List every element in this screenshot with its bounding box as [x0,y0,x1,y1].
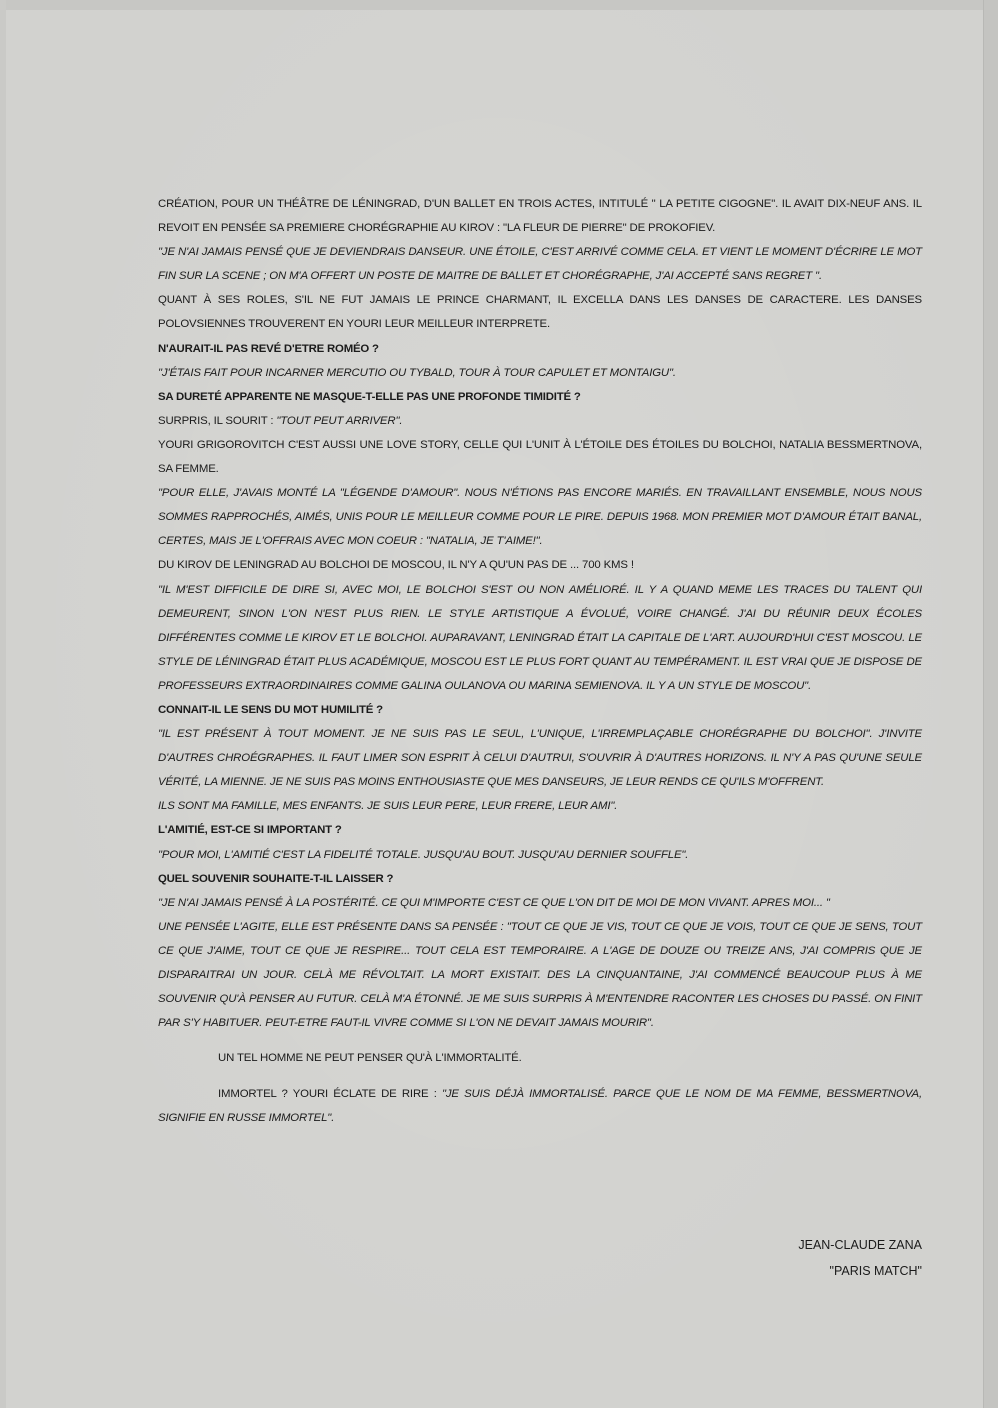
question-friendship: L'AMITIÉ, EST-CE SI IMPORTANT ? [158,824,342,837]
paragraph-immortel-quote: "JE SUIS DÉJÀ IMMORTALISÉ. PARCE QUE LE NOM DE MA FEMME, BESSMERTNOVA, SIGNIFIE EN RUSSE IMMORTEL". [158,1088,922,1125]
paragraph-intro: CRÉATION, POUR UN THÉÂTRE DE LÉNINGRAD, D'UN BALLET EN TROIS ACTES, INTITULÉ " LA PETITE CIGOGNE". IL AVAIT DIX-NEUF ANS. IL REVOIT EN PENSÉE SA PREMIERE CHORÉGRAPHIE AU KIROV : "LA FLEUR DE PIERRE" DE PROKOFIEV. [158,198,922,235]
article-body [158,192,922,1131]
quote-bolchoi-style: "IL M'EST DIFFICILE DE DIRE SI, AVEC MOI, LE BOLCHOI S'EST OU NON AMÉLIORÉ. IL Y A QUAND MEME LES TRACES DU TALENT QUI DEMEURENT, SINON L'ON N'EST PLUS RIEN. LE STYLE ARTISTIQUE A ÉVOLUÉ, VOIRE CHANGÉ. J'AI DU RÉUNIR DEUX ÉCOLES DIFFÉRENTES COMME LE KIROV ET LE BOLCHOI. AUPARAVANT, LENINGRAD ÉTAIT LA CAPITALE DE L'ART. AUJOURD'HUI C'EST MOSCOU. LE STYLE DE LÉNINGRAD ÉTAIT PLUS ACADÉMIQUE, MOSCOU EST LE PLUS FORT QUANT AU TEMPÉRAMENT. IL EST VRAI QUE JE DISPOSE DE PROFESSEURS EXTRAORDINAIRES COMME GALINA OULANOVA OU MARINA SEMIENOVA. IL Y A UN STYLE DE MOSCOU". [158,583,922,692]
author-name: JEAN-CLAUDE ZANA [798,1238,922,1252]
publication-name: "PARIS MATCH" [829,1264,922,1278]
answer-legacy: "JE N'AI JAMAIS PENSÉ À LA POSTÉRITÉ. CE QUI M'IMPORTE C'EST CE QUE L'ON DIT DE MOI DE MON VIVANT. APRES MOI... " [158,896,830,909]
answer-romeo: "J'ÉTAIS FAIT POUR INCARNER MERCUTIO OU TYBALD, TOUR À TOUR CAPULET ET MONTAIGU". [158,366,676,379]
answer-friendship: "POUR MOI, L'AMITIÉ C'EST LA FIDELITÉ TOTALE. JUSQU'AU BOUT. JUSQU'AU DERNIER SOUFFLE". [158,848,689,861]
paragraph-love-story: YOURI GRIGOROVITCH C'EST AUSSI UNE LOVE STORY, CELLE QUI L'UNIT À L'ÉTOILE DES ÉTOILES DU BOLCHOI, NATALIA BESSMERTNOVA, SA FEMME. [158,438,922,476]
question-timidity: SA DURETÉ APPARENTE NE MASQUE-T-ELLE PAS UNE PROFONDE TIMIDITÉ ? [158,390,581,403]
question-romeo: N'AURAIT-IL PAS REVÉ D'ETRE ROMÉO ? [158,342,379,355]
signature-block [798,1232,922,1284]
paragraph-roles: QUANT À SES ROLES, S'IL NE FUT JAMAIS LE PRINCE CHARMANT, IL EXCELLA DANS LES DANSES DE CARACTERE. LES DANSES POLOVSIENNES TROUVERENT EN YOURI LEUR MEILLEUR INTERPRETE. [158,294,922,331]
scan-edge-left [0,0,6,1408]
scan-edge-right [983,0,998,1408]
paragraph-immortel-lead: IMMORTEL ? YOURI ÉCLATE DE RIRE : [218,1088,442,1101]
paragraph-kirov-bolchoi: DU KIROV DE LENINGRAD AU BOLCHOI DE MOSCOU, IL N'Y A QU'UN PAS DE ... 700 KMS ! [158,559,634,572]
question-humility: CONNAIT-IL LE SENS DU MOT HUMILITÉ ? [158,703,383,716]
answer-timidity-quote: "TOUT PEUT ARRIVER". [276,414,403,427]
paragraph-immortality: UN TEL HOMME NE PEUT PENSER QU'À L'IMMORTALITÉ. [218,1052,522,1065]
quote-thoughts-mortality: UNE PENSÉE L'AGITE, ELLE EST PRÉSENTE DANS SA PENSÉE : "TOUT CE QUE JE VIS, TOUT CE QUE JE VOIS, TOUT CE QUE JE SENS, TOUT CE QUE J'AIME, TOUT CE QUE JE RESPIRE... TOUT CELA EST TEMPORAIRE. A L'AGE DE DOUZE OU TREIZE ANS, J'AI COMPRIS QUE JE DISPARAITRAI UN JOUR. CELÀ ME RÉVOLTAIT. LA MORT EXISTAIT. DES LA CINQUANTAINE, J'AI COMMENCÉ BEAUCOUP PLUS À ME SOUVENIR QU'À PENSER AU FUTUR. CELÀ M'A ÉTONNÉ. JE ME SUIS SURPRIS À M'ENTENDRE RACONTER LES CHOSES DU PASSÉ. ON FINIT PAR S'Y HABITUER. PEUT-ETRE FAUT-IL VIVRE COMME SI L'ON NE DEVAIT JAMAIS MOURIR". [158,920,922,1030]
answer-humility-family: ILS SONT MA FAMILLE, MES ENFANTS. JE SUIS LEUR PERE, LEUR FRERE, LEUR AMI". [158,800,618,813]
paragraph-immortel [158,1082,922,1130]
scan-edge-top [0,0,998,10]
answer-humility: "IL EST PRÉSENT À TOUT MOMENT. JE NE SUIS PAS LE SEUL, L'UNIQUE, L'IRREMPLAÇABLE CHORÉGRAPHE DU BOLCHOI". J'INVITE D'AUTRES CHROÉGRAPHES. IL FAUT LIMER SON ESPRIT À CELUI D'AUTRUI, S'OUVRIR À D'AUTRES HORIZONS. IL N'Y A PAS QU'UNE SEULE VÉRITÉ, LA MIENNE. JE NE SUIS PAS MOINS ENTHOUSIASTE QUE MES DANSEURS, JE LEUR RENDS CE QU'ILS M'OFFRENT. [158,728,922,789]
quote-natalia: "POUR ELLE, J'AVAIS MONTÉ LA "LÉGENDE D'AMOUR". NOUS N'ÉTIONS PAS ENCORE MARIÉS. EN TRAVAILLANT ENSEMBLE, NOUS NOUS SOMMES RAPPROCHÉS, AIMÉS, UNIS POUR LE MEILLEUR COMME POUR LE PIRE. DEPUIS 1968. MON PREMIER MOT D'AMOUR ÉTAIT BANAL, CERTES, MAIS JE L'OFFRAIS AVEC MON COEUR : "NATALIA, JE T'AIME!". [158,487,922,548]
answer-timidity-lead: SURPRIS, IL SOURIT : [158,414,277,427]
question-legacy: QUEL SOUVENIR SOUHAITE-T-IL LAISSER ? [158,872,394,885]
answer-timidity [158,409,922,433]
quote-becoming-dancer: "JE N'AI JAMAIS PENSÉ QUE JE DEVIENDRAIS DANSEUR. UNE ÉTOILE, C'EST ARRIVÉ COMME CELA. ET VIENT LE MOMENT D'ÉCRIRE LE MOT FIN SUR LA SCENE ; ON M'A OFFERT UN POSTE DE MAITRE DE BALLET ET CHORÉGRAPHE, J'AI ACCEPTÉ SANS REGRET ". [158,246,922,283]
